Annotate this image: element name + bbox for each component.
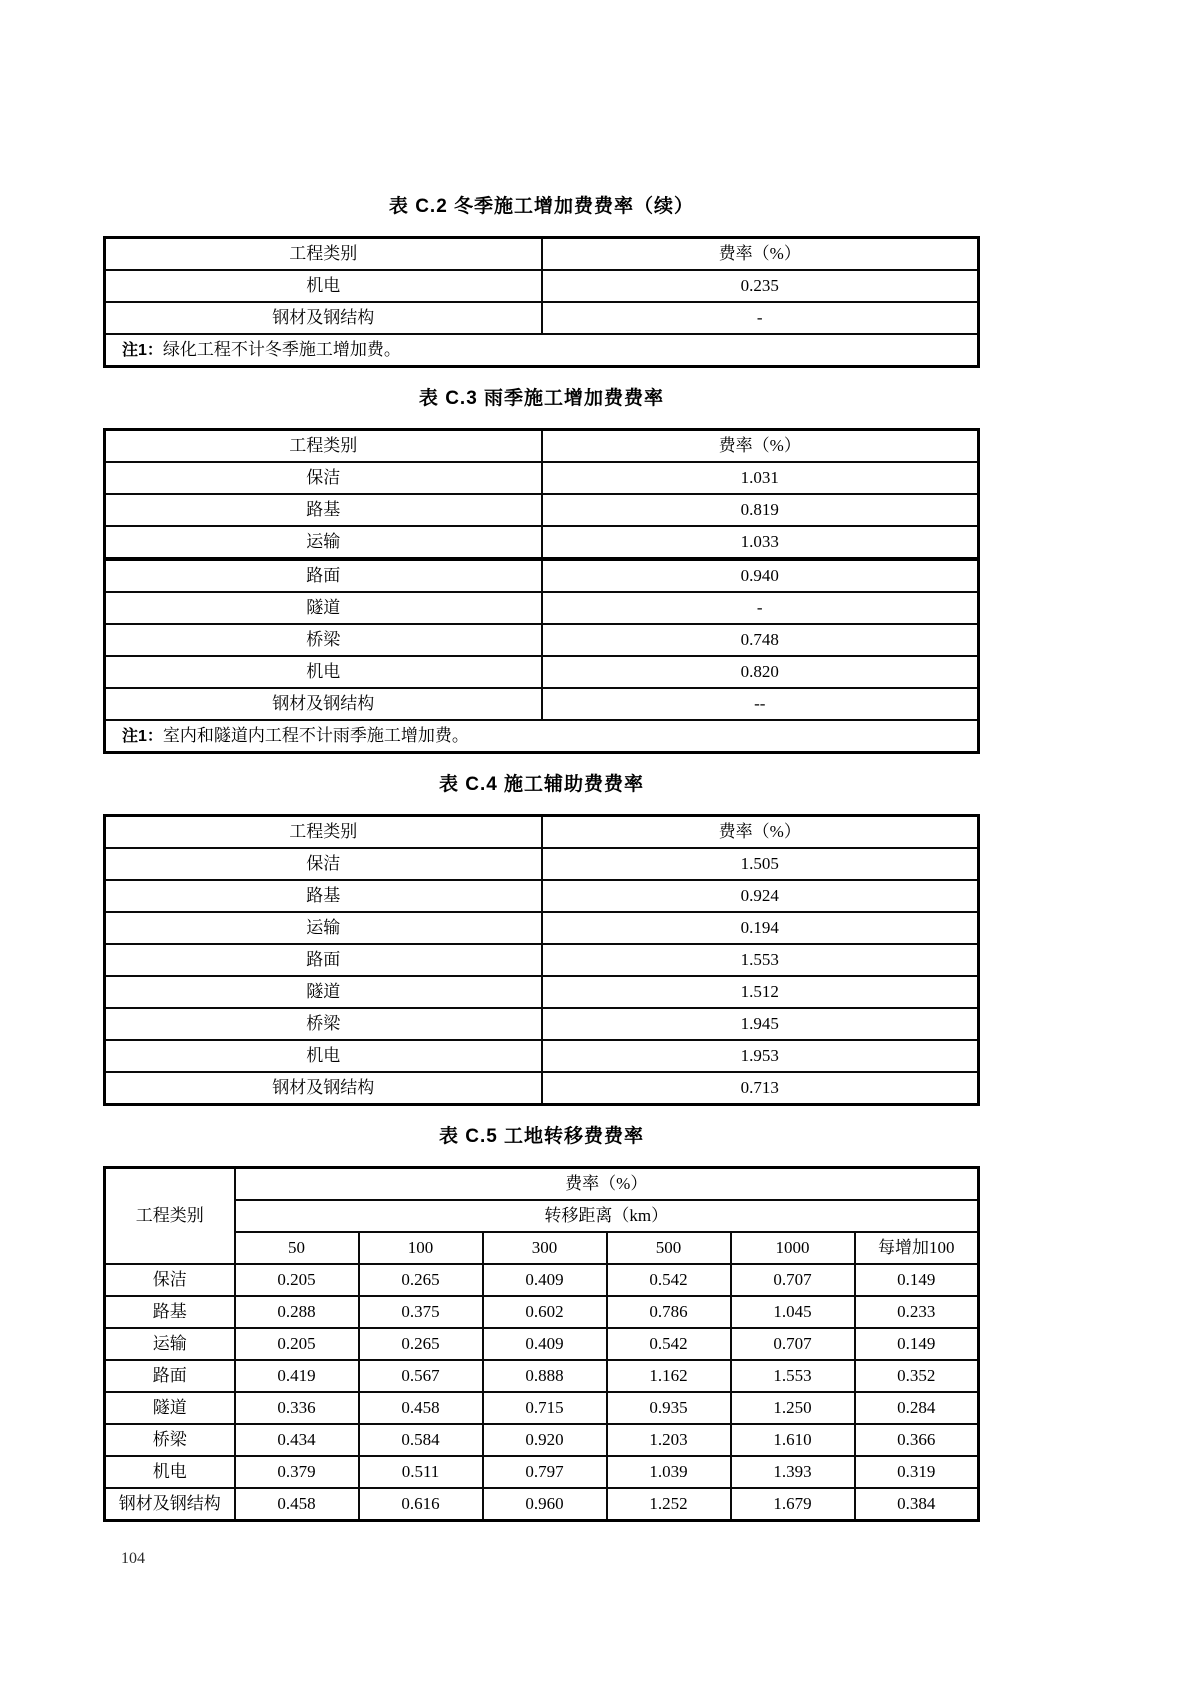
row-value: 0.584: [359, 1424, 483, 1456]
row-label: 路基: [105, 494, 542, 526]
column-header-category: 工程类别: [105, 430, 542, 463]
column-header-500: 500: [607, 1232, 731, 1264]
page-number: 104: [121, 1550, 145, 1567]
corner-header-category: 工程类别: [105, 1168, 235, 1265]
row-value: 1.203: [607, 1424, 731, 1456]
row-value: 1.553: [731, 1360, 855, 1392]
table-row: [105, 624, 979, 656]
row-label: 桥梁: [105, 624, 542, 656]
row-value: 0.384: [855, 1488, 979, 1521]
row-value: 0.820: [542, 656, 979, 688]
row-label: 桥梁: [105, 1424, 235, 1456]
row-value: 0.284: [855, 1392, 979, 1424]
row-value: 1.250: [731, 1392, 855, 1424]
row-value: 0.542: [607, 1328, 731, 1360]
row-label: 机电: [105, 656, 542, 688]
row-value: 1.252: [607, 1488, 731, 1521]
row-label: 桥梁: [105, 1008, 542, 1040]
row-value: 1.945: [542, 1008, 979, 1040]
row-value: 0.265: [359, 1264, 483, 1296]
column-header-300: 300: [483, 1232, 607, 1264]
row-value: 0.205: [235, 1328, 359, 1360]
row-label: 钢材及钢结构: [105, 688, 542, 720]
row-value: 0.602: [483, 1296, 607, 1328]
table-header-row: [105, 1200, 979, 1232]
note-prefix: 注1：: [122, 341, 163, 359]
table-c4: [103, 814, 980, 1106]
row-value: 0.235: [542, 270, 979, 302]
note-prefix: 注1：: [122, 727, 163, 745]
row-value: 0.819: [542, 494, 979, 526]
row-value: 0.265: [359, 1328, 483, 1360]
column-header-category: 工程类别: [105, 238, 542, 271]
table-header-row: [105, 816, 979, 849]
row-value: 0.458: [235, 1488, 359, 1521]
column-header-50: 50: [235, 1232, 359, 1264]
table-c2-title: 表 C.2 冬季施工增加费费率（续）: [388, 196, 695, 217]
row-label: 钢材及钢结构: [105, 302, 542, 334]
table-row: [105, 270, 979, 302]
row-value: 0.707: [731, 1328, 855, 1360]
row-value: 0.375: [359, 1296, 483, 1328]
row-value: 0.419: [235, 1360, 359, 1392]
row-value: -: [542, 302, 979, 334]
note-text: 室内和隧道内工程不计雨季施工增加费。: [162, 725, 469, 745]
row-label: 钢材及钢结构: [105, 1072, 542, 1105]
table-c5-title: 表 C.5 工地转移费费率: [438, 1126, 645, 1147]
table-row: [105, 1040, 979, 1072]
row-value: 1.512: [542, 976, 979, 1008]
row-label: 路面: [105, 559, 542, 592]
column-header-100: 100: [359, 1232, 483, 1264]
table-note-row: [105, 334, 979, 367]
row-label: 保洁: [105, 462, 542, 494]
column-header-rate: 费率（%）: [542, 430, 979, 463]
row-label: 保洁: [105, 848, 542, 880]
row-value: 1.505: [542, 848, 979, 880]
row-value: 0.409: [483, 1328, 607, 1360]
row-label: 机电: [105, 1040, 542, 1072]
page-content: [103, 0, 980, 1568]
table-row: [105, 462, 979, 494]
note-text: 绿化工程不计冬季施工增加费。: [162, 339, 401, 359]
row-label: 隧道: [105, 592, 542, 624]
row-value: 1.045: [731, 1296, 855, 1328]
row-value: 0.707: [731, 1264, 855, 1296]
table-row: [105, 592, 979, 624]
column-header-rate: 费率（%）: [542, 816, 979, 849]
row-value: 1.033: [542, 526, 979, 559]
table-row: [105, 1456, 979, 1488]
column-header-1000: 1000: [731, 1232, 855, 1264]
row-label: 机电: [105, 270, 542, 302]
table-row: [105, 526, 979, 559]
row-value: 0.924: [542, 880, 979, 912]
row-value: 0.205: [235, 1264, 359, 1296]
row-label: 运输: [105, 912, 542, 944]
row-value: 0.888: [483, 1360, 607, 1392]
row-value: 0.567: [359, 1360, 483, 1392]
row-value: -: [542, 592, 979, 624]
row-value: 0.233: [855, 1296, 979, 1328]
row-value: 1.953: [542, 1040, 979, 1072]
table-row: [105, 1072, 979, 1105]
subgroup-header-distance: 转移距离（km）: [235, 1200, 979, 1232]
table-c3-title: 表 C.3 雨季施工增加费费率: [418, 388, 665, 409]
row-value: 0.336: [235, 1392, 359, 1424]
row-value: 1.039: [607, 1456, 731, 1488]
row-value: 0.748: [542, 624, 979, 656]
row-value: 1.162: [607, 1360, 731, 1392]
table-header-row: [105, 1168, 979, 1201]
row-value: 0.511: [359, 1456, 483, 1488]
row-value: 0.379: [235, 1456, 359, 1488]
table-row: [105, 494, 979, 526]
row-value: 0.797: [483, 1456, 607, 1488]
row-label: 路基: [105, 1296, 235, 1328]
table-note: [105, 720, 979, 753]
table-c5: [103, 1166, 980, 1522]
table-row: [105, 912, 979, 944]
row-label: 路基: [105, 880, 542, 912]
table-header-row: [105, 1232, 979, 1264]
table-header-row: [105, 430, 979, 463]
row-value: 0.616: [359, 1488, 483, 1521]
column-header-per-additional-100: 每增加100: [855, 1232, 979, 1264]
row-value: 1.031: [542, 462, 979, 494]
table-row: [105, 1296, 979, 1328]
table-row: [105, 559, 979, 592]
table-row: [105, 302, 979, 334]
row-value: 1.393: [731, 1456, 855, 1488]
row-value: --: [542, 688, 979, 720]
table-row: [105, 1392, 979, 1424]
table-row: [105, 848, 979, 880]
row-label: 隧道: [105, 976, 542, 1008]
table-row: [105, 1488, 979, 1521]
row-value: 0.935: [607, 1392, 731, 1424]
row-value: 1.610: [731, 1424, 855, 1456]
column-header-category: 工程类别: [105, 816, 542, 849]
column-header-rate: 费率（%）: [542, 238, 979, 271]
row-value: 0.434: [235, 1424, 359, 1456]
table-row: [105, 1264, 979, 1296]
row-label: 隧道: [105, 1392, 235, 1424]
row-value: 0.366: [855, 1424, 979, 1456]
row-value: 1.553: [542, 944, 979, 976]
row-label: 机电: [105, 1456, 235, 1488]
table-row: [105, 1328, 979, 1360]
table-c3: [103, 428, 980, 754]
table-c2: [103, 236, 980, 368]
table-header-row: [105, 238, 979, 271]
table-row: [105, 1008, 979, 1040]
row-label: 路面: [105, 944, 542, 976]
row-value: 0.960: [483, 1488, 607, 1521]
row-label: 运输: [105, 526, 542, 559]
row-value: 0.194: [542, 912, 979, 944]
row-label: 钢材及钢结构: [105, 1488, 235, 1521]
table-row: [105, 1424, 979, 1456]
table-row: [105, 944, 979, 976]
row-label: 保洁: [105, 1264, 235, 1296]
row-value: 0.409: [483, 1264, 607, 1296]
table-row: [105, 656, 979, 688]
row-value: 0.715: [483, 1392, 607, 1424]
row-value: 1.679: [731, 1488, 855, 1521]
row-value: 0.940: [542, 559, 979, 592]
row-value: 0.319: [855, 1456, 979, 1488]
row-value: 0.458: [359, 1392, 483, 1424]
table-row: [105, 976, 979, 1008]
row-value: 0.713: [542, 1072, 979, 1105]
row-value: 0.542: [607, 1264, 731, 1296]
row-value: 0.149: [855, 1264, 979, 1296]
row-value: 0.352: [855, 1360, 979, 1392]
table-c4-title: 表 C.4 施工辅助费费率: [438, 774, 645, 795]
table-row: [105, 880, 979, 912]
row-value: 0.288: [235, 1296, 359, 1328]
row-value: 0.920: [483, 1424, 607, 1456]
table-row: [105, 688, 979, 720]
row-label: 运输: [105, 1328, 235, 1360]
table-note: [105, 334, 979, 367]
table-row: [105, 1360, 979, 1392]
row-label: 路面: [105, 1360, 235, 1392]
table-note-row: [105, 720, 979, 753]
group-header-rate: 费率（%）: [235, 1168, 979, 1201]
row-value: 0.149: [855, 1328, 979, 1360]
row-value: 0.786: [607, 1296, 731, 1328]
